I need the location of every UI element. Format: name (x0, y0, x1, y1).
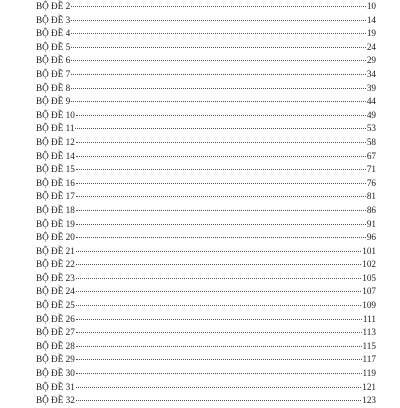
toc-entry[interactable] (36, 313, 376, 327)
toc-entry-label: BỘ ĐỀ 25 (36, 300, 75, 311)
toc-entry[interactable] (36, 367, 376, 381)
toc-entry-page: 34 (366, 68, 376, 79)
toc-entry-page: 49 (366, 109, 376, 120)
toc-entry[interactable] (36, 68, 376, 82)
toc-entry-page: 19 (366, 28, 376, 39)
toc-entry-page: 111 (362, 313, 376, 324)
toc-entry-page: 117 (362, 354, 376, 365)
toc-entry-page: 76 (366, 177, 376, 188)
toc-dot-leader (76, 373, 362, 374)
toc-dot-leader (76, 305, 361, 306)
toc-entry-page: 29 (366, 55, 376, 66)
toc-entry-label: BỘ ĐỀ 22 (36, 259, 75, 270)
toc-entry-label: BỘ ĐỀ 28 (36, 340, 75, 351)
toc-entry-label: BỘ ĐỀ 5 (36, 41, 71, 52)
toc-entry[interactable] (36, 122, 376, 136)
toc-entry[interactable] (36, 41, 376, 55)
toc-entry[interactable] (36, 190, 376, 204)
toc-entry-label: BỘ ĐỀ 18 (36, 204, 75, 215)
toc-entry-page: 101 (362, 245, 376, 256)
toc-dot-leader (71, 101, 366, 102)
toc-entry-page: 115 (362, 340, 376, 351)
toc-entry-label: BỘ ĐỀ 31 (36, 381, 75, 392)
toc-entry-page: 105 (362, 272, 376, 283)
toc-dot-leader (76, 224, 366, 225)
toc-entry-label: BỘ ĐỀ 11 (36, 123, 75, 134)
toc-entry[interactable] (36, 54, 376, 68)
toc-entry-label: BỘ ĐỀ 17 (36, 191, 75, 202)
toc-entry[interactable] (36, 204, 376, 218)
toc-entry-page: 81 (366, 191, 376, 202)
toc-dot-leader (76, 291, 361, 292)
toc-entry-label: BỘ ĐỀ 24 (36, 286, 75, 297)
toc-entry[interactable] (36, 299, 376, 313)
toc-entry-page: 24 (366, 41, 376, 52)
toc-dot-leader (76, 156, 366, 157)
toc-dot-leader (71, 6, 366, 7)
toc-entry[interactable] (36, 231, 376, 245)
toc-entry-label: BỘ ĐỀ 27 (36, 327, 75, 338)
toc-dot-leader (76, 169, 366, 170)
toc-entry-label: BỘ ĐỀ 6 (36, 55, 71, 66)
toc-dot-leader (76, 400, 361, 401)
toc-entry-page: 71 (366, 164, 376, 175)
toc-entry-label: BỘ ĐỀ 7 (36, 68, 71, 79)
toc-dot-leader (76, 332, 362, 333)
toc-dot-leader (76, 142, 366, 143)
toc-dot-leader (71, 88, 366, 89)
toc-entry[interactable] (36, 218, 376, 232)
toc-entry-label: BỘ ĐỀ 32 (36, 395, 75, 406)
toc-entry-label: BỘ ĐỀ 8 (36, 82, 71, 93)
toc-entry-page: 53 (366, 123, 376, 134)
toc-entry-label: BỘ ĐỀ 21 (36, 245, 75, 256)
toc-entry-page: 107 (362, 286, 376, 297)
toc-entry-label: BỘ ĐỀ 9 (36, 96, 71, 107)
toc-entry-label: BỘ ĐỀ 16 (36, 177, 75, 188)
toc-entry-page: 67 (366, 150, 376, 161)
toc-entry[interactable] (36, 150, 376, 164)
toc-entry-page: 86 (366, 204, 376, 215)
toc-entry[interactable] (36, 136, 376, 150)
toc-dot-leader (76, 359, 362, 360)
toc-entry[interactable] (36, 109, 376, 123)
toc-dot-leader (71, 60, 366, 61)
toc-entry-page: 121 (362, 381, 376, 392)
toc-dot-leader (76, 196, 366, 197)
toc-entry-label: BỘ ĐỀ 23 (36, 272, 75, 283)
toc-entry[interactable] (36, 285, 376, 299)
toc-dot-leader (76, 115, 366, 116)
toc-entry[interactable] (36, 353, 376, 367)
toc-entry-page: 10 (366, 1, 376, 11)
toc-entry-label: BỘ ĐỀ 3 (36, 14, 71, 25)
toc-dot-leader (76, 183, 366, 184)
toc-entry[interactable] (36, 326, 376, 340)
toc-entry-label: BỘ ĐỀ 14 (36, 150, 75, 161)
toc-dot-leader (71, 33, 366, 34)
toc-dot-leader (75, 128, 365, 129)
toc-entry-label: BỘ ĐỀ 10 (36, 109, 75, 120)
toc-entry[interactable] (36, 245, 376, 259)
table-of-contents (36, 0, 376, 408)
toc-entry[interactable] (36, 258, 376, 272)
toc-entry-label: BỘ ĐỀ 19 (36, 218, 75, 229)
toc-dot-leader (76, 210, 366, 211)
toc-entry-label: BỘ ĐỀ 20 (36, 232, 75, 243)
toc-entry-label: BỘ ĐỀ 30 (36, 368, 75, 379)
toc-dot-leader (76, 319, 362, 320)
toc-entry-label: BỘ ĐỀ 12 (36, 136, 75, 147)
toc-entry[interactable] (36, 163, 376, 177)
toc-entry[interactable] (36, 381, 376, 395)
toc-entry-label: BỘ ĐỀ 2 (36, 1, 71, 11)
toc-entry-label: BỘ ĐỀ 4 (36, 28, 71, 39)
toc-dot-leader (71, 20, 366, 21)
toc-dot-leader (76, 251, 361, 252)
toc-entry-page: 102 (362, 259, 376, 270)
toc-entry-page: 14 (366, 14, 376, 25)
toc-entry[interactable] (36, 394, 376, 408)
toc-entry-page: 39 (366, 82, 376, 93)
toc-entry[interactable] (36, 177, 376, 191)
toc-entry-page: 123 (362, 395, 376, 406)
toc-dot-leader (76, 278, 361, 279)
toc-entry-page: 44 (366, 96, 376, 107)
toc-entry[interactable] (36, 82, 376, 96)
toc-entry-page: 109 (362, 300, 376, 311)
toc-entry-label: BỘ ĐỀ 26 (36, 313, 75, 324)
toc-entry-page: 91 (366, 218, 376, 229)
toc-dot-leader (71, 74, 366, 75)
toc-entry-label: BỘ ĐỀ 29 (36, 354, 75, 365)
toc-entry-page: 96 (366, 232, 376, 243)
toc-entry[interactable] (36, 27, 376, 41)
toc-entry[interactable] (36, 0, 376, 14)
toc-entry-page: 113 (362, 327, 376, 338)
toc-entry[interactable] (36, 14, 376, 28)
toc-entry-page: 119 (362, 368, 376, 379)
toc-dot-leader (76, 264, 361, 265)
toc-entry[interactable] (36, 272, 376, 286)
toc-entry-label: BỘ ĐỀ 15 (36, 164, 75, 175)
toc-entry[interactable] (36, 95, 376, 109)
toc-dot-leader (76, 237, 366, 238)
toc-dot-leader (71, 47, 366, 48)
toc-dot-leader (76, 346, 362, 347)
toc-dot-leader (76, 387, 361, 388)
toc-entry-page: 58 (366, 136, 376, 147)
toc-entry[interactable] (36, 340, 376, 354)
